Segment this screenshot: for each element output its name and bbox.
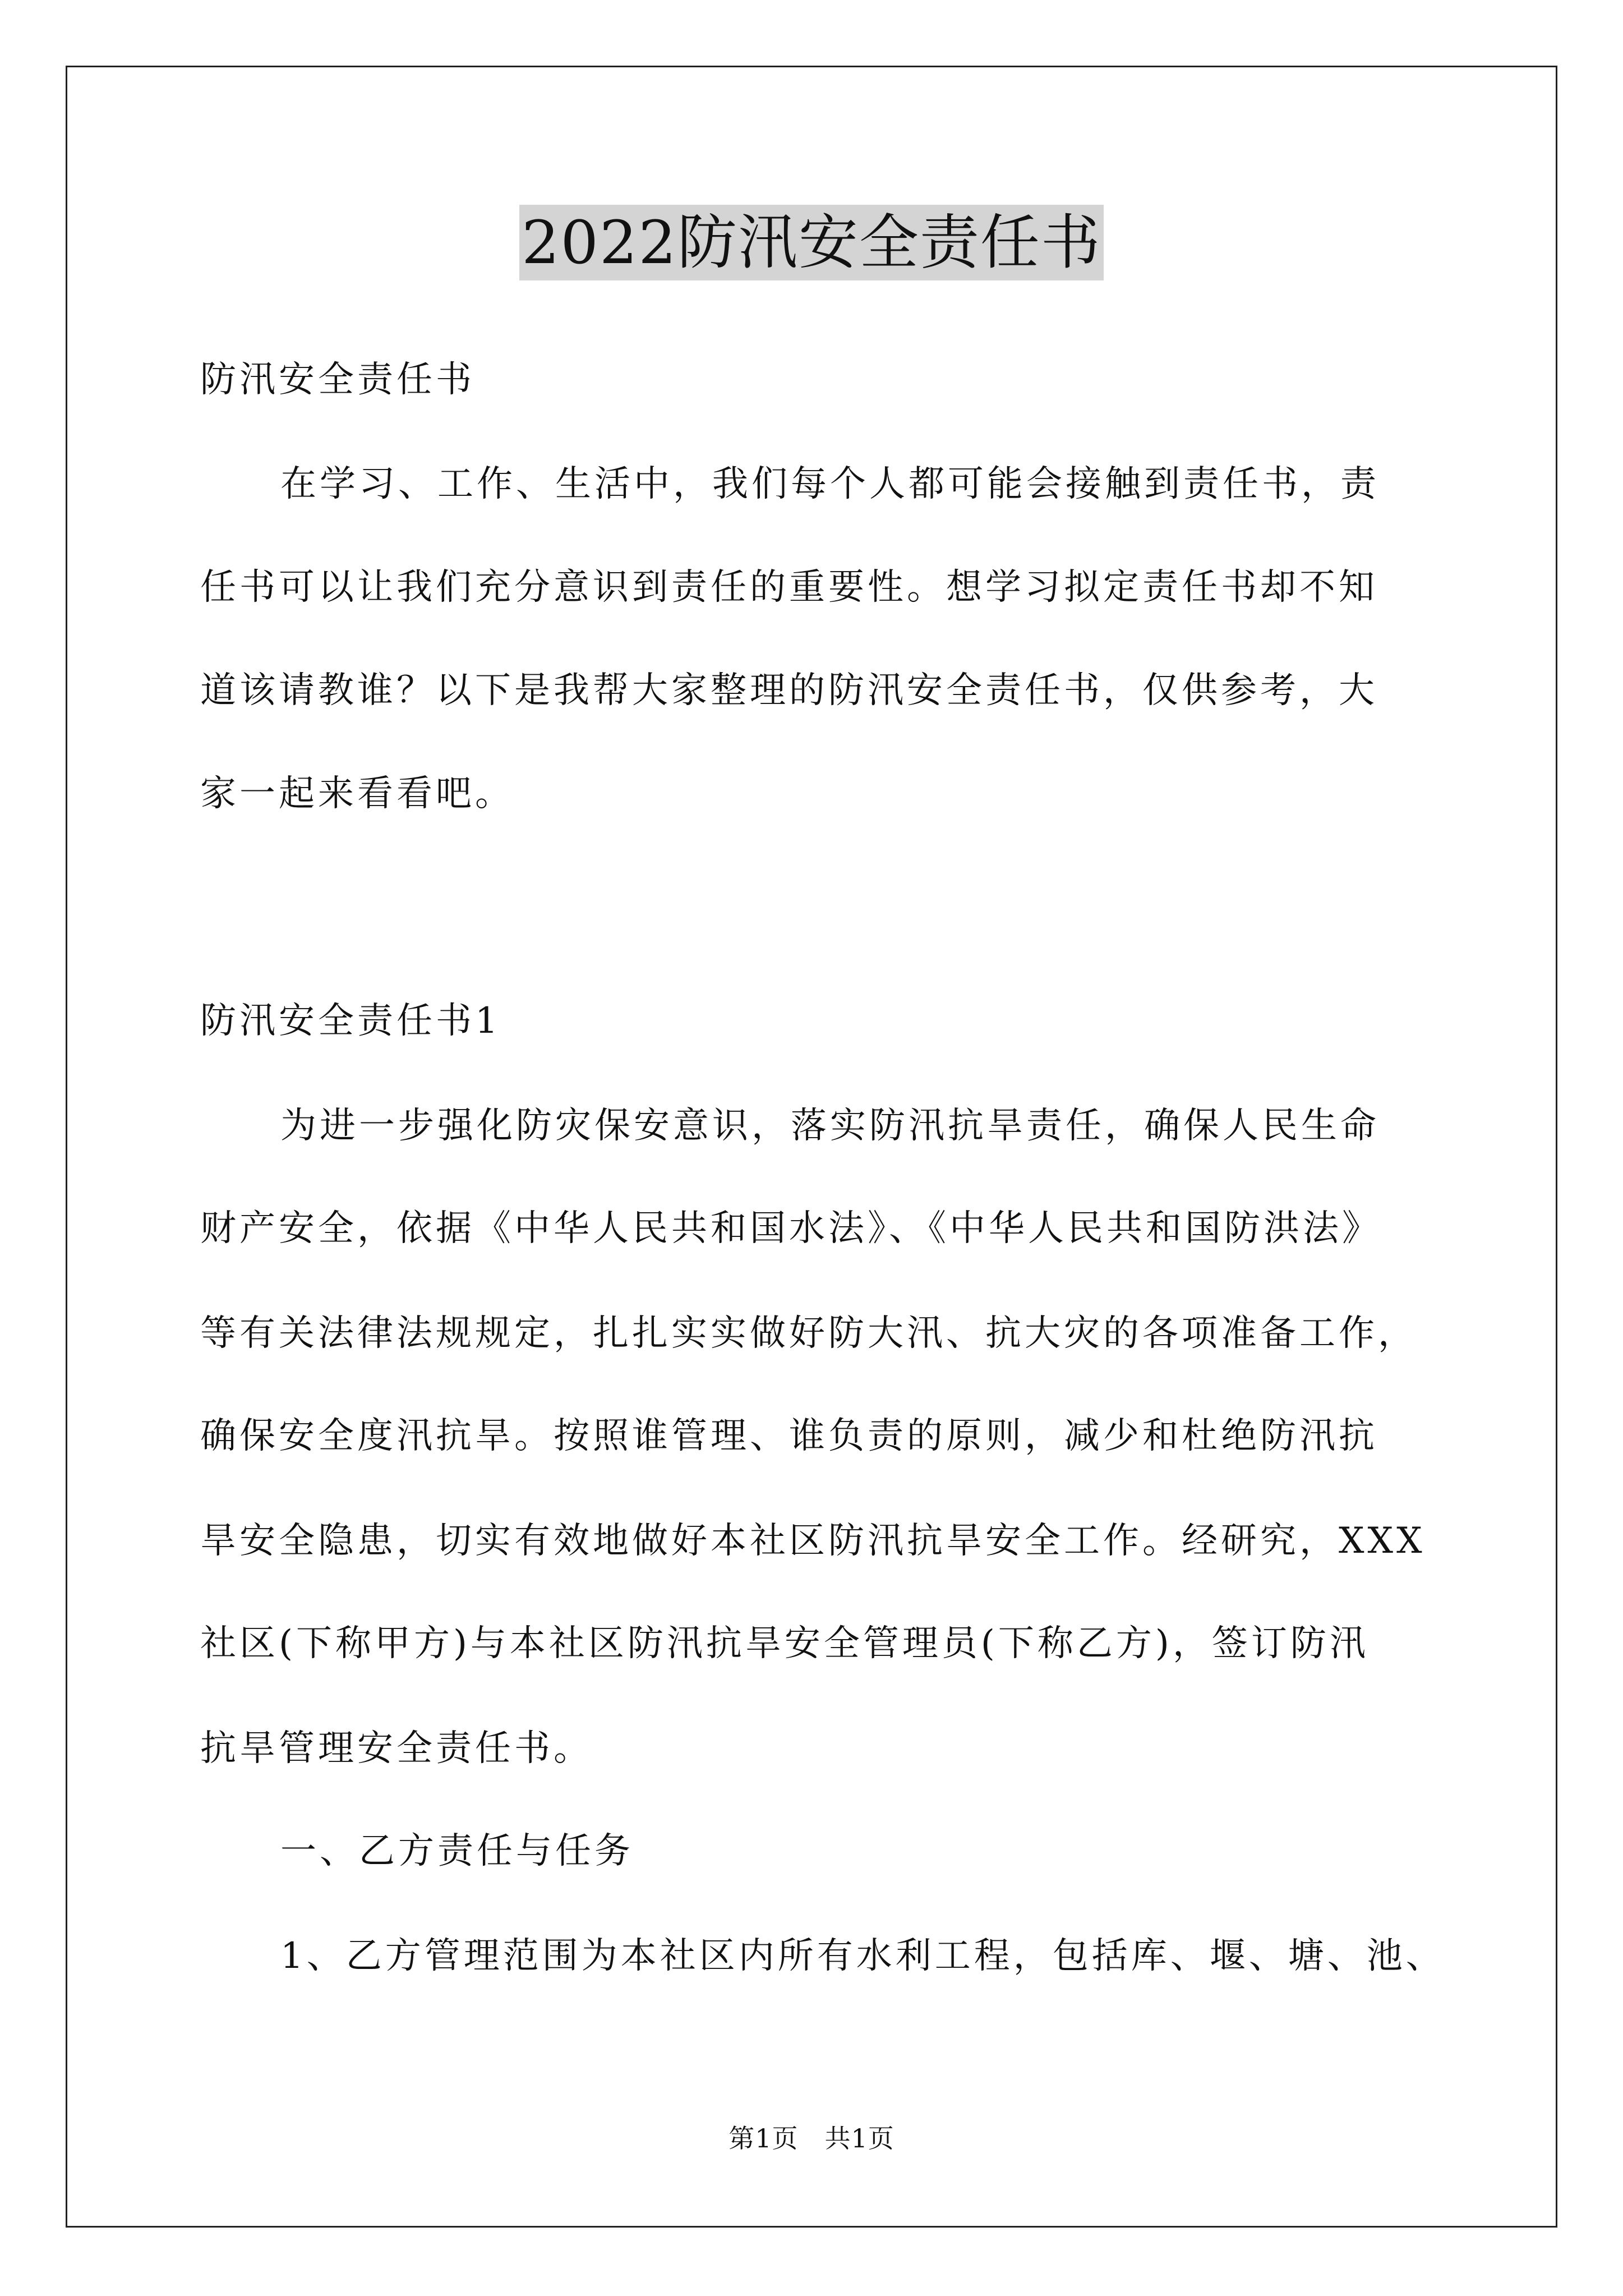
paragraph-line: 社区(下称甲方)与本社区防汛抗旱安全管理员(下称乙方)，签订防汛	[200, 1623, 1369, 1664]
paragraph-line: 确保安全度汛抗旱。按照谁管理、谁负责的原则，减少和杜绝防汛抗	[200, 1415, 1378, 1457]
document-title-text: 2022防汛安全责任书	[519, 205, 1104, 280]
paragraph-line: 道该请教谁？以下是我帮大家整理的防汛安全责任书，仅供参考，大	[200, 670, 1378, 711]
section-heading: 防汛安全责任书1	[200, 1000, 501, 1042]
page-footer: 第1页 共1页	[728, 2123, 895, 2154]
paragraph-line: 1、乙方管理范围为本社区内所有水利工程，包括库、堰、塘、池、	[280, 1935, 1445, 1977]
paragraph-line: 旱安全隐患，切实有效地做好本社区防汛抗旱安全工作。经研究，XXX	[200, 1520, 1426, 1562]
document-title	[0, 201, 1623, 285]
paragraph-line: 等有关法律法规规定，扎扎实实做好防大汛、抗大灾的各项准备工作，	[200, 1313, 1417, 1354]
subsection-heading: 一、乙方责任与任务	[280, 1830, 634, 1872]
paragraph-line: 家一起来看看吧。	[200, 773, 514, 815]
paragraph-line: 任书可以让我们充分意识到责任的重要性。想学习拟定责任书却不知	[200, 567, 1378, 608]
paragraph-line: 财产安全，依据《中华人民共和国水法》、《中华人民共和国防洪法》	[200, 1208, 1381, 1249]
section-heading: 防汛安全责任书	[200, 359, 475, 401]
paragraph-line: 在学习、工作、生活中，我们每个人都可能会接触到责任书，责	[280, 463, 1380, 505]
paragraph-line: 抗旱管理安全责任书。	[200, 1728, 593, 1769]
paragraph-line: 为进一步强化防灾保安意识，落实防汛抗旱责任，确保人民生命	[280, 1105, 1380, 1147]
